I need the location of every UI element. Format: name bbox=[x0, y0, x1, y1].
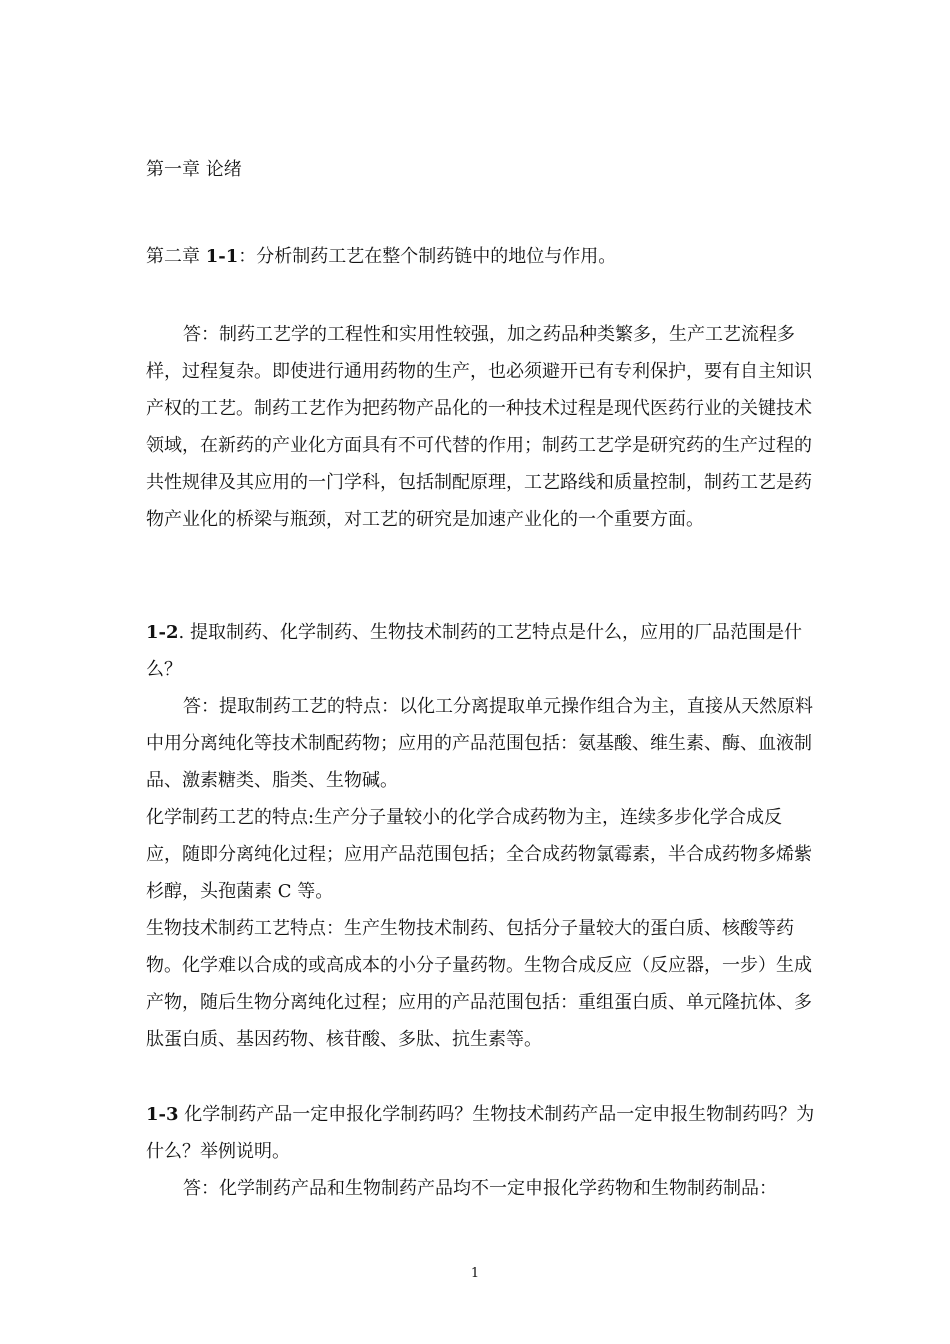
question-1-2-text: . 提取制药、化学制药、生物技术制药的工艺特点是什么，应用的厂品范围是什么？ bbox=[146, 622, 802, 680]
question-1-2 bbox=[146, 614, 816, 688]
answer-1-3: 答：化学制药产品和生物制药产品均不一定申报化学药物和生物制药制品： bbox=[183, 1178, 777, 1199]
question-1-1-text: ：分析制药工艺在整个制药链中的地位与作用。 bbox=[238, 246, 617, 267]
answer-1-1: 答：制药工艺学的工程性和实用性较强，加之药品种类繁多，生产工艺流程多样，过程复杂。即使进行通用药物的生产，也必须避开已有专利保护，要有自主知识产权的工艺。制药工艺作为把药物产品化的一种技术过程是现代医药行业的关键技术领域，在新药的产业化方面具有不可代替的作用；制药工艺学是研究药的生产过程的共性规律及其应用的一门学科，包括制配原理，工艺路线和质量控制，制药工艺是药物产业化的桥梁与瓶颈，对工艺的研究是加速产业化的一个重要方面。 bbox=[146, 324, 812, 530]
answer-1-2-chemical: 化学制药工艺的特点:生产分子量较小的化学合成药物为主，连续多步化学合成反应，随即分离纯化过程；应用产品范围包括；全合成药物氯霉素，半合成药物多烯紫杉醇，头孢菌素 C 等。 bbox=[146, 807, 812, 902]
question-1-3-text: 化学制药产品一定申报化学制药吗？生物技术制药产品一定申报生物制药吗？为什么？举例说明。 bbox=[146, 1104, 815, 1162]
question-1-1-number: 1-1 bbox=[205, 246, 239, 267]
question-1-1 bbox=[146, 238, 816, 275]
answer-1-2-biotech: 生物技术制药工艺特点：生产生物技术制药、包括分子量较大的蛋白质、核酸等药物。化学难以合成的或高成本的小分子量药物。生物合成反应（反应器，一步）生成产物，随后生物分离纯化过程；应用的产品范围包括：重组蛋白质、单元隆抗体、多肽蛋白质、基因药物、核苷酸、多肽、抗生素等。 bbox=[146, 918, 812, 1050]
page-number: 1 bbox=[470, 1266, 480, 1281]
question-1-2-number: 1-2 bbox=[146, 622, 179, 643]
question-1-1-prefix: 第二章 bbox=[146, 246, 206, 267]
chapter-1-heading: 第一章 论绪 bbox=[146, 159, 242, 180]
answer-1-2-extraction: 答：提取制药工艺的特点：以化工分离提取单元操作组合为主，直接从天然原料中用分离纯化等技术制配药物；应用的产品范围包括：氨基酸、维生素、酶、血液制品、激素糖类、脂类、生物碱。 bbox=[146, 696, 813, 791]
question-1-3 bbox=[146, 1096, 816, 1170]
question-1-3-number: 1-3 bbox=[146, 1104, 179, 1125]
